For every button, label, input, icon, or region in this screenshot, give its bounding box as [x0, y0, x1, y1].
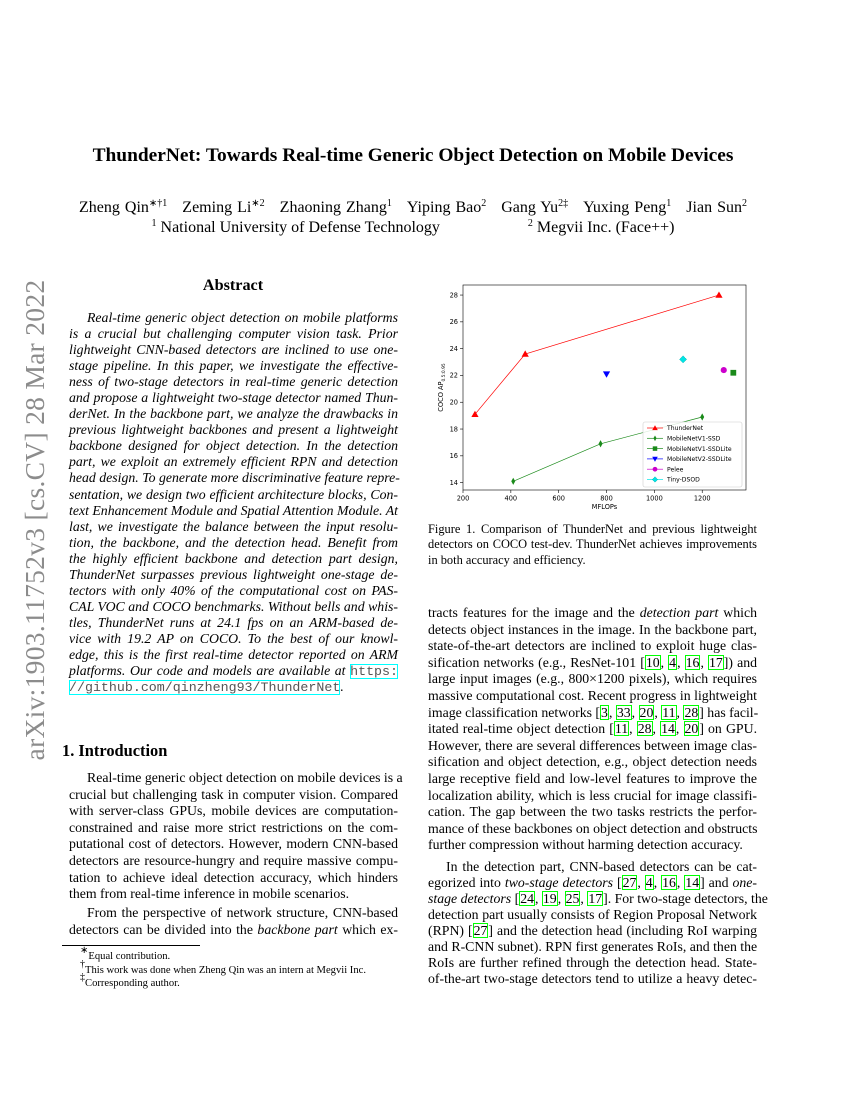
footnote-text: Equal contribution.: [88, 951, 171, 962]
figure-caption: [428, 522, 757, 568]
text-run: However, there are several differences between image clas-: [428, 737, 757, 753]
affiliation-mark: 2: [527, 218, 533, 229]
text-line: [428, 638, 757, 655]
text-run: tles, ThunderNet runs at 24.1 fps on an ARM-based de-: [69, 614, 398, 630]
affiliation-name: National University of Defense Technology: [156, 219, 440, 236]
text-line: [428, 891, 768, 907]
text-line: [69, 551, 398, 567]
author-affiliation-mark: ∗†1: [148, 198, 168, 209]
text-run: mance of these backbones on object detection and obstructs: [428, 820, 758, 836]
text-run: CAL VOC and COCO benchmarks. Without bells and whis-: [69, 598, 398, 614]
text-line: [69, 406, 398, 422]
text-run: stage pipeline. In this paper, we investigate the effective-: [69, 358, 398, 374]
emphasized-text: detection part: [639, 605, 719, 620]
author: [583, 199, 671, 216]
text-run: in both accuracy and efficiency.: [428, 552, 586, 567]
text-run: ,: [653, 875, 662, 890]
y-axis-label-main: COCO AP: [437, 381, 445, 412]
emphasized-text: backbone part: [257, 921, 338, 937]
y-tick-label: 14: [449, 478, 458, 487]
text-line: [69, 886, 398, 903]
citation-link[interactable]: 17: [588, 891, 603, 906]
text-run: which ex-: [337, 921, 398, 937]
text-run: derNet. In the backbone part, we analyze the drawbacks in: [69, 406, 398, 422]
text-run: edge, this is the first real-time detector reported on ARM: [69, 646, 398, 662]
text-run: crucial but challenging task in computer vision. Compared: [69, 786, 398, 802]
legend-label: Pelee: [667, 466, 684, 474]
text-line: [69, 647, 398, 663]
text-run: ,: [652, 721, 661, 737]
text-run: tracts features for the image and the: [428, 605, 640, 620]
text-run: tation to achieve ideal detection accuracy, which hinders: [69, 869, 398, 885]
emphasized-text: stage detectors: [428, 891, 512, 906]
text-run: ] has facil-: [699, 704, 759, 720]
x-tick-label: 1000: [645, 494, 663, 503]
citation-link[interactable]: 33: [616, 704, 631, 720]
section-heading-introduction: 1. Introduction: [62, 741, 168, 760]
author-name: Yuxing Peng: [583, 199, 667, 216]
text-line: [69, 870, 398, 887]
legend-label: MobileNetV1-SSDLite: [667, 445, 732, 453]
text-line: [69, 599, 398, 615]
text-line: [428, 705, 757, 722]
text-line: [69, 503, 398, 519]
text-run: ,: [608, 704, 616, 720]
citation-link[interactable]: 16: [685, 654, 700, 670]
text-run: is a crucial but challenging computer vision task. Prior: [69, 326, 398, 342]
text-line: [69, 583, 398, 599]
text-run: with server-class GPUs, mobile devices are computation-: [69, 803, 398, 819]
citation-link[interactable]: 11: [614, 721, 629, 737]
text-run: ,: [700, 654, 708, 670]
text-run: backbone designed for object detection. In the detection: [69, 438, 398, 454]
text-line: [428, 721, 757, 738]
text-run: head design. To generate more discriminative feature repre-: [69, 470, 400, 486]
x-tick-label: 200: [456, 494, 470, 503]
intro-paragraph: [428, 605, 757, 854]
affiliation-name: Megvii Inc. (Face++): [532, 219, 675, 236]
text-line: [69, 487, 398, 503]
text-line: [69, 342, 398, 358]
text-run: them from real-time inference in mobile scenarios.: [69, 886, 350, 902]
text-run: ,: [637, 875, 645, 890]
series-line: [475, 295, 719, 414]
text-run: From the perspective of network structure, CNN-based: [87, 905, 398, 920]
text-line: [428, 754, 757, 771]
text-line: [428, 875, 757, 891]
text-run: detectors are resource-hungry and require massive compu-: [69, 852, 398, 868]
text-run: ,: [677, 654, 685, 670]
text-line: [428, 738, 757, 755]
emphasized-text: two-stage detectors: [504, 875, 614, 890]
text-line: [428, 971, 757, 987]
text-line: [69, 770, 403, 787]
citation-link[interactable]: 20: [684, 721, 699, 737]
y-axis-label: [437, 363, 447, 412]
author: [501, 199, 568, 216]
code-url-link[interactable]: https:: [350, 664, 398, 680]
text-run: In the detection part, CNN-based detectors can be cat-: [446, 859, 757, 874]
text-line: [69, 358, 398, 374]
text-line: [69, 390, 398, 406]
text-run: further compression without harming detection accuracy.: [428, 837, 743, 853]
text-line: [428, 522, 757, 537]
text-line: [69, 803, 398, 820]
text-run: itated real-time object detection [: [428, 721, 614, 737]
text-line: [69, 374, 398, 390]
arxiv-identifier-stamp[interactable]: arXiv:1903.11752v3 [cs.CV] 28 Mar 2022: [19, 279, 50, 761]
data-point: [715, 291, 722, 297]
text-line: [69, 615, 398, 631]
code-url-link[interactable]: //github.com/qinzheng93/ThunderNet: [69, 680, 341, 696]
text-run: [: [613, 875, 622, 890]
intro-paragraph: [69, 905, 398, 938]
author-list: [0, 199, 826, 217]
footnote: [80, 972, 366, 991]
text-line: [69, 922, 398, 939]
text-run: ,: [580, 891, 588, 906]
text-line: [428, 804, 757, 821]
text-line: [69, 438, 398, 454]
x-axis-label: MFLOPs: [591, 503, 618, 511]
text-run: egorized into: [428, 875, 505, 890]
citation-link[interactable]: 4: [645, 875, 653, 890]
text-run: ,: [557, 891, 565, 906]
series-mobilenetv2-ssdlite: [603, 371, 610, 377]
text-line: [69, 454, 398, 470]
footnote: [80, 945, 366, 964]
text-line: [428, 859, 757, 875]
citation-link[interactable]: 10: [645, 654, 660, 670]
legend-marker: [653, 446, 657, 450]
footnote-symbol: †: [80, 958, 85, 970]
text-run: Real-time generic object detection on mobile devices is a: [87, 770, 403, 785]
data-point: [511, 478, 515, 485]
text-run: Real-time generic object detection on mobile platforms: [87, 310, 398, 325]
author-affiliation-mark: 2: [481, 198, 487, 209]
text-line: [428, 605, 757, 622]
text-run: ,: [676, 704, 684, 720]
text-run: ,: [676, 875, 685, 890]
y-tick-label: 24: [449, 344, 458, 353]
citation-link[interactable]: 25: [565, 891, 580, 906]
text-line: [69, 679, 398, 695]
text-run: ,: [629, 721, 637, 737]
y-tick-label: 20: [449, 398, 458, 407]
y-axis-label-subscript: 0.5:0.95: [441, 363, 447, 382]
intro-paragraph: [69, 770, 403, 903]
text-run: constrained and raise more strict restrictions on the com-: [69, 819, 398, 835]
affiliation-mark: 1: [151, 218, 157, 229]
text-run: text Enhancement Module and Spatial Attention Module. At: [69, 502, 399, 518]
affiliation: [528, 219, 675, 236]
text-run: large receptive field and low-level features to improve the: [428, 770, 757, 786]
citation-link[interactable]: 16: [662, 875, 676, 890]
y-tick-label: 16: [449, 452, 458, 461]
citation-link[interactable]: 11: [662, 704, 676, 720]
figure-1-chart: [430, 280, 760, 520]
author: [182, 199, 264, 216]
text-run: detection part usually consists of Region Proposal Network: [428, 907, 757, 922]
text-run: ,: [660, 654, 669, 670]
text-run: localization ability, which is less crucial for image classifi-: [428, 787, 757, 803]
data-point: [603, 371, 610, 377]
text-line: [69, 820, 398, 837]
author-name: Zheng Qin: [79, 199, 149, 216]
y-tick-label: 28: [449, 291, 458, 300]
text-run: lightweight CNN-based detectors are inclined to use one-: [69, 342, 398, 358]
citation-link[interactable]: 20: [639, 704, 654, 720]
data-point: [700, 413, 704, 420]
text-line: [69, 470, 398, 486]
text-line: [428, 907, 757, 923]
legend-label: MobileNetV2-SSDLite: [667, 456, 732, 464]
citation-link[interactable]: 24: [520, 891, 534, 906]
author-affiliation-mark: 2: [741, 198, 747, 209]
text-run: platforms. Our code and models are available at: [69, 663, 351, 679]
text-run: (RPN) [: [428, 923, 473, 938]
author-affiliation-mark: 1: [666, 198, 672, 209]
citation-link[interactable]: 14: [685, 875, 700, 890]
text-run: ,: [675, 721, 684, 737]
text-run: ThunderNet surpasses previous lightweight one-stage de-: [69, 566, 398, 582]
text-line: [69, 905, 398, 922]
text-run: detectors on COCO test-dev. ThunderNet achieves improvements: [428, 537, 757, 552]
chart-legend: [643, 422, 742, 487]
paper-title: ThunderNet: Towards Real-time Generic Object Detection on Mobile Devices: [92, 145, 734, 166]
text-line: [69, 535, 398, 551]
text-run: RoIs are further refined through the detection head. State-: [428, 955, 757, 970]
text-line: [428, 553, 757, 568]
text-run: tectors with only 40% of the computational cost on PAS-: [69, 582, 398, 598]
text-run: of-the-art two-stage detectors tend to utilize a heavy detec-: [428, 971, 757, 986]
author-affiliation-mark: 1: [386, 198, 392, 209]
text-line: [428, 622, 757, 639]
citation-link[interactable]: 4: [669, 654, 677, 670]
author-name: Yiping Bao: [406, 199, 482, 216]
author: [686, 199, 747, 216]
author-affiliation-mark: 2‡: [558, 198, 569, 209]
text-line: [428, 821, 757, 838]
citation-link[interactable]: 27: [473, 923, 488, 938]
text-line: [428, 671, 757, 688]
text-line: [69, 519, 398, 535]
text-line: [69, 853, 398, 870]
text-run: ] on GPU.: [699, 721, 758, 737]
citation-link[interactable]: 27: [622, 875, 637, 890]
author-name: Zhaoning Zhang: [279, 199, 387, 216]
series-mobilenetv1-ssdlite: [730, 370, 736, 376]
legend-label: MobileNetV1-SSD: [667, 435, 721, 443]
footnote-text: Corresponding author.: [85, 978, 180, 990]
footnote-symbol: ∗: [80, 945, 89, 956]
y-tick-label: 22: [449, 371, 458, 380]
text-run: which: [718, 605, 758, 620]
text-line: [428, 771, 757, 788]
affiliation-list: [0, 219, 826, 237]
text-run: detects object instances in the image. In the backbone part,: [428, 621, 757, 637]
text-run: large input images (e.g., 800×1200 pixels), which requires: [428, 671, 757, 687]
x-tick-label: 600: [552, 494, 565, 503]
citation-link[interactable]: 17: [709, 654, 723, 670]
abstract-heading: Abstract: [202, 276, 264, 294]
emphasized-text: one-: [732, 875, 758, 890]
author: [280, 199, 392, 216]
text-run: tion, the backbone, and the detection head. Benefit from: [69, 534, 398, 550]
author: [407, 199, 486, 216]
text-run: sentation, we design two efficient architecture blocks, Con-: [69, 486, 398, 502]
text-line: [69, 567, 398, 583]
text-run: ] and the detection head (including RoI warping: [488, 923, 757, 938]
text-line: [428, 688, 757, 705]
text-run: and propose a lightweight two-stage detector named Thun-: [69, 390, 398, 406]
text-run: ] and: [700, 875, 733, 890]
text-run: .: [340, 679, 344, 695]
footnote: [80, 958, 366, 978]
text-line: [428, 537, 757, 552]
text-run: ,: [535, 891, 542, 906]
text-run: cation. The gap between the two tasks restricts the perfor-: [428, 804, 757, 820]
citation-link[interactable]: 14: [661, 721, 675, 737]
x-tick-label: 1200: [693, 494, 711, 503]
text-run: sification and object detection, e.g., object detection needs: [428, 754, 757, 770]
intro-paragraph: [428, 859, 768, 987]
text-line: [69, 836, 398, 853]
text-run: Figure 1. Comparison of ThunderNet and previous lightweight: [428, 522, 757, 536]
text-line: [428, 939, 757, 955]
data-point: [679, 356, 686, 363]
text-run: last, we investigate the balance between the input resolu-: [69, 518, 398, 534]
x-tick-label: 800: [600, 494, 613, 503]
abstract-body: [69, 310, 398, 695]
footnote-symbol: ‡: [80, 972, 85, 984]
text-run: image classification networks [: [428, 704, 601, 720]
text-run: ness of two-stage detectors in real-time generic detection: [69, 374, 398, 390]
text-run: part, we exploit an extremely efficient RPN and detection: [69, 454, 398, 470]
text-line: [428, 923, 757, 939]
y-tick-label: 26: [449, 318, 458, 327]
text-run: vice with 19.2 AP on COCO. To the best of our knowl-: [69, 630, 398, 646]
series-thundernet: [471, 291, 722, 417]
x-tick-label: 400: [504, 494, 518, 503]
text-run: ]) and: [723, 654, 758, 670]
footnotes: [80, 945, 366, 991]
legend-marker: [653, 467, 658, 472]
text-line: [69, 422, 398, 438]
author-name: Jian Sun: [686, 199, 742, 216]
author-affiliation-mark: ∗2: [251, 198, 265, 209]
text-line: [428, 655, 757, 672]
text-run: previous lightweight backbones and present a lightweight: [69, 422, 398, 438]
text-line: [69, 310, 398, 326]
citation-link[interactable]: 28: [684, 704, 699, 720]
text-run: [: [511, 891, 520, 906]
text-run: ,: [631, 704, 639, 720]
text-line: [428, 788, 757, 805]
citation-link[interactable]: 3: [601, 704, 608, 720]
text-run: ,: [654, 704, 662, 720]
text-line: [69, 787, 398, 804]
footnote-text: This work was done when Zheng Qin was an intern at Megvii Inc.: [85, 964, 366, 976]
series-tiny-dsod: [679, 356, 686, 363]
text-run: the highly efficient backbone and detection part design,: [69, 550, 398, 566]
text-run: state-of-the-art detectors are inclined to exploit huge clas-: [428, 638, 757, 654]
text-run: sification networks (e.g., ResNet-101 [: [428, 654, 645, 670]
series-pelee: [721, 367, 727, 373]
text-line: [69, 663, 398, 679]
data-point: [599, 440, 603, 447]
text-line: [69, 326, 398, 342]
author: [79, 199, 167, 216]
text-run: and R-CNN subnet). RPN first generates RoIs, and then the: [428, 939, 758, 954]
affiliation: [152, 219, 440, 236]
author-name: Gang Yu: [501, 199, 559, 216]
citation-link[interactable]: 19: [542, 891, 557, 906]
author-name: Zeming Li: [182, 199, 252, 216]
text-run: detectors can be divided into the: [69, 921, 258, 937]
data-point: [721, 367, 727, 373]
text-run: massive computational cost. Recent progress in lightweight: [428, 687, 757, 703]
y-tick-label: 18: [449, 425, 458, 434]
text-run: ]. For two-stage detectors, the: [603, 891, 768, 906]
citation-link[interactable]: 28: [637, 721, 652, 737]
text-line: [428, 837, 757, 854]
legend-label: ThunderNet: [667, 425, 704, 433]
text-line: [69, 631, 398, 647]
data-point: [730, 370, 736, 376]
text-line: [428, 955, 757, 971]
legend-label: Tiny-DSOD: [667, 476, 700, 484]
text-run: putational cost of detectors. However, modern CNN-based: [69, 836, 398, 852]
